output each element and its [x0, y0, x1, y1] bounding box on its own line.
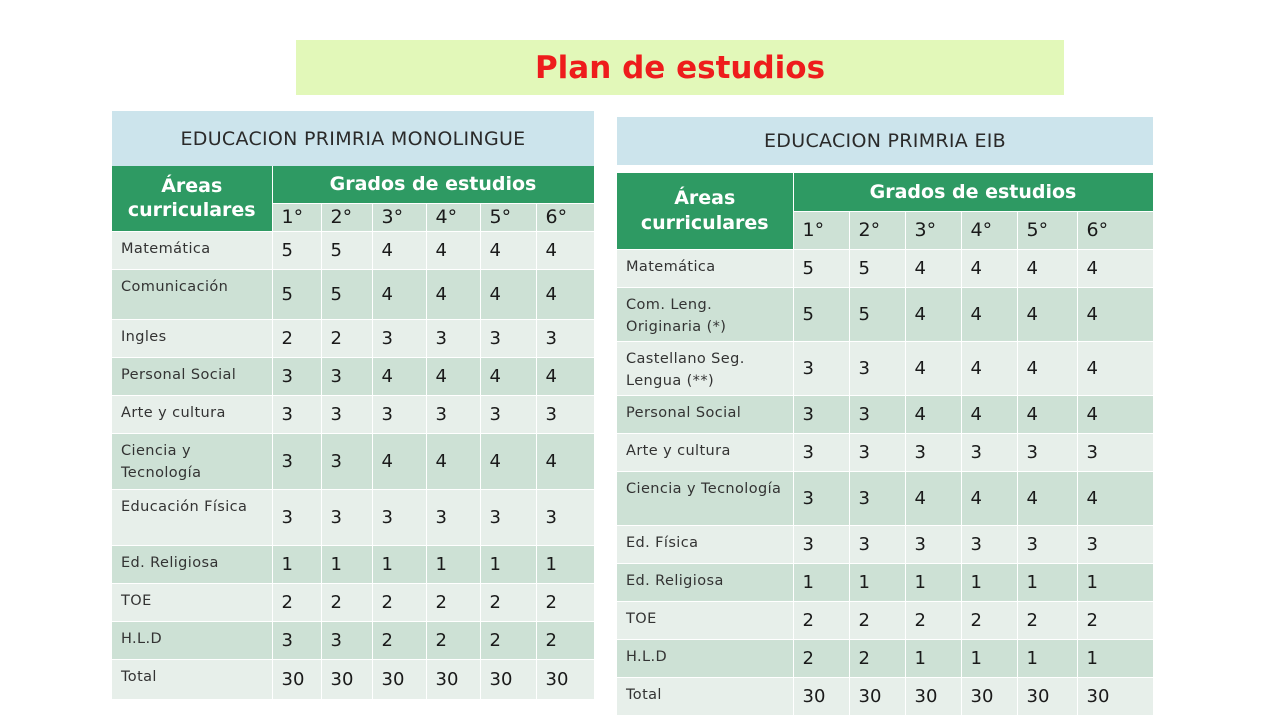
hours-cell: 4 — [426, 269, 480, 319]
hours-cell: 4 — [1017, 341, 1077, 395]
hours-cell: 3 — [272, 395, 321, 433]
hours-cell: 3 — [905, 433, 961, 471]
hours-cell: 4 — [480, 269, 536, 319]
area-name: Matemática — [112, 231, 272, 269]
grade-label: 3° — [905, 211, 961, 249]
hours-cell: 3 — [321, 621, 372, 659]
hours-cell: 4 — [905, 471, 961, 525]
hours-cell: 30 — [961, 677, 1017, 715]
page-title: Plan de estudios — [534, 49, 826, 86]
area-name: Ed. Religiosa — [112, 545, 272, 583]
area-name: Com. Leng. Originaria (*) — [617, 287, 793, 341]
hours-cell: 4 — [426, 357, 480, 395]
table-row — [112, 621, 594, 659]
hours-cell: 4 — [536, 269, 594, 319]
hours-cell: 1 — [905, 563, 961, 601]
hours-cell: 3 — [849, 341, 905, 395]
areas-header: Áreas curriculares — [112, 166, 272, 231]
grade-label: 1° — [272, 203, 321, 231]
hours-cell: 3 — [426, 395, 480, 433]
hours-cell: 1 — [426, 545, 480, 583]
hours-cell: 3 — [793, 341, 849, 395]
monolingue-panel — [112, 111, 594, 700]
hours-cell: 4 — [372, 231, 426, 269]
hours-cell: 4 — [536, 357, 594, 395]
table-row — [617, 677, 1153, 715]
hours-cell: 1 — [1017, 639, 1077, 677]
hours-cell: 3 — [793, 433, 849, 471]
hours-cell: 2 — [1017, 601, 1077, 639]
table-row — [112, 319, 594, 357]
hours-cell: 30 — [1017, 677, 1077, 715]
table-row — [112, 433, 594, 489]
hours-cell: 3 — [1017, 525, 1077, 563]
hours-cell: 2 — [372, 621, 426, 659]
hours-cell: 2 — [536, 583, 594, 621]
hours-cell: 2 — [793, 639, 849, 677]
area-name: Castellano Seg. Lengua (**) — [617, 341, 793, 395]
hours-cell: 1 — [272, 545, 321, 583]
hours-cell: 2 — [961, 601, 1017, 639]
hours-cell: 2 — [480, 583, 536, 621]
hours-cell: 4 — [1017, 249, 1077, 287]
hours-cell: 4 — [1077, 341, 1153, 395]
area-name: Ed. Religiosa — [617, 563, 793, 601]
hours-cell: 3 — [793, 471, 849, 525]
title-banner — [296, 40, 1064, 95]
hours-cell: 2 — [272, 583, 321, 621]
hours-cell: 1 — [1077, 563, 1153, 601]
hours-cell: 1 — [961, 563, 1017, 601]
hours-cell: 5 — [321, 231, 372, 269]
hours-cell: 2 — [480, 621, 536, 659]
hours-cell: 2 — [426, 621, 480, 659]
hours-cell: 2 — [905, 601, 961, 639]
hours-cell: 4 — [961, 471, 1017, 525]
table-row — [617, 433, 1153, 471]
grade-label: 6° — [536, 203, 594, 231]
area-name: H.L.D — [112, 621, 272, 659]
hours-cell: 3 — [426, 489, 480, 545]
hours-cell: 4 — [1077, 287, 1153, 341]
hours-cell: 4 — [480, 433, 536, 489]
hours-cell: 5 — [321, 269, 372, 319]
hours-cell: 3 — [272, 433, 321, 489]
table-row — [112, 269, 594, 319]
hours-cell: 1 — [536, 545, 594, 583]
hours-cell: 4 — [1017, 395, 1077, 433]
grados-header: Grados de estudios — [793, 173, 1153, 211]
table-row — [617, 471, 1153, 525]
hours-cell: 3 — [480, 489, 536, 545]
grade-label: 2° — [321, 203, 372, 231]
table-row — [112, 659, 594, 699]
hours-cell: 30 — [272, 659, 321, 699]
area-name: Arte y cultura — [112, 395, 272, 433]
area-name: Ed. Física — [617, 525, 793, 563]
hours-cell: 3 — [272, 357, 321, 395]
hours-cell: 1 — [793, 563, 849, 601]
hours-cell: 5 — [272, 231, 321, 269]
area-name: Ciencia y Tecnología — [617, 471, 793, 525]
hours-cell: 3 — [849, 471, 905, 525]
table-row — [617, 341, 1153, 395]
area-name: Comunicación — [112, 269, 272, 319]
table-row — [112, 395, 594, 433]
hours-cell: 4 — [426, 231, 480, 269]
grade-label: 5° — [1017, 211, 1077, 249]
table-row — [617, 395, 1153, 433]
area-name: Ciencia y Tecnología — [112, 433, 272, 489]
hours-cell: 5 — [793, 249, 849, 287]
hours-cell: 3 — [793, 395, 849, 433]
grade-label: 4° — [961, 211, 1017, 249]
hours-cell: 1 — [480, 545, 536, 583]
hours-cell: 3 — [480, 319, 536, 357]
hours-cell: 2 — [321, 583, 372, 621]
areas-header: Áreas curriculares — [617, 173, 793, 249]
hours-cell: 3 — [272, 621, 321, 659]
hours-cell: 3 — [372, 489, 426, 545]
hours-cell: 4 — [961, 341, 1017, 395]
hours-cell: 4 — [480, 357, 536, 395]
area-name: Personal Social — [617, 395, 793, 433]
table-row — [112, 545, 594, 583]
hours-cell: 4 — [961, 287, 1017, 341]
hours-cell: 3 — [321, 395, 372, 433]
hours-cell: 2 — [849, 639, 905, 677]
hours-cell: 4 — [1017, 471, 1077, 525]
hours-cell: 30 — [793, 677, 849, 715]
hours-cell: 5 — [272, 269, 321, 319]
table-row — [112, 231, 594, 269]
hours-cell: 30 — [849, 677, 905, 715]
monolingue-heading: EDUCACION PRIMRIA MONOLINGUE — [112, 111, 594, 166]
hours-cell: 5 — [849, 287, 905, 341]
hours-cell: 1 — [372, 545, 426, 583]
hours-cell: 4 — [536, 231, 594, 269]
hours-cell: 4 — [905, 341, 961, 395]
area-name: Arte y cultura — [617, 433, 793, 471]
hours-cell: 2 — [1077, 601, 1153, 639]
hours-cell: 5 — [849, 249, 905, 287]
area-name: Educación Física — [112, 489, 272, 545]
hours-cell: 5 — [793, 287, 849, 341]
hours-cell: 1 — [1077, 639, 1153, 677]
hours-cell: 1 — [905, 639, 961, 677]
hours-cell: 3 — [849, 395, 905, 433]
hours-cell: 4 — [372, 269, 426, 319]
area-name: TOE — [112, 583, 272, 621]
area-name: H.L.D — [617, 639, 793, 677]
hours-cell: 2 — [372, 583, 426, 621]
table-row — [112, 489, 594, 545]
hours-cell: 2 — [536, 621, 594, 659]
hours-cell: 3 — [321, 357, 372, 395]
grade-label: 4° — [426, 203, 480, 231]
header-row — [617, 173, 1153, 211]
hours-cell: 3 — [372, 395, 426, 433]
table-row — [617, 563, 1153, 601]
grade-label: 2° — [849, 211, 905, 249]
hours-cell: 3 — [321, 433, 372, 489]
hours-cell: 3 — [905, 525, 961, 563]
hours-cell: 3 — [1017, 433, 1077, 471]
grade-label: 3° — [372, 203, 426, 231]
hours-cell: 3 — [1077, 525, 1153, 563]
grade-label: 5° — [480, 203, 536, 231]
hours-cell: 3 — [426, 319, 480, 357]
hours-cell: 30 — [1077, 677, 1153, 715]
hours-cell: 4 — [961, 249, 1017, 287]
hours-cell: 3 — [793, 525, 849, 563]
hours-cell: 4 — [480, 231, 536, 269]
hours-cell: 4 — [905, 287, 961, 341]
area-name: Ingles — [112, 319, 272, 357]
hours-cell: 4 — [1077, 471, 1153, 525]
hours-cell: 30 — [321, 659, 372, 699]
table-row — [112, 357, 594, 395]
hours-cell: 4 — [1017, 287, 1077, 341]
hours-cell: 3 — [272, 489, 321, 545]
table-row — [617, 525, 1153, 563]
eib-heading: EDUCACION PRIMRIA EIB — [617, 117, 1153, 165]
hours-cell: 3 — [372, 319, 426, 357]
hours-cell: 4 — [1077, 395, 1153, 433]
hours-cell: 3 — [961, 525, 1017, 563]
hours-cell: 4 — [905, 395, 961, 433]
hours-cell: 3 — [849, 525, 905, 563]
hours-cell: 30 — [536, 659, 594, 699]
grados-header: Grados de estudios — [272, 166, 594, 203]
hours-cell: 4 — [426, 433, 480, 489]
hours-cell: 4 — [372, 433, 426, 489]
hours-cell: 2 — [426, 583, 480, 621]
table-row — [112, 583, 594, 621]
table-row — [617, 249, 1153, 287]
hours-cell: 3 — [849, 433, 905, 471]
hours-cell: 3 — [480, 395, 536, 433]
hours-cell: 2 — [793, 601, 849, 639]
area-name: TOE — [617, 601, 793, 639]
grade-label: 6° — [1077, 211, 1153, 249]
eib-table — [617, 173, 1154, 716]
table-row — [617, 287, 1153, 341]
hours-cell: 4 — [961, 395, 1017, 433]
hours-cell: 4 — [536, 433, 594, 489]
hours-cell: 2 — [849, 601, 905, 639]
hours-cell: 1 — [321, 545, 372, 583]
hours-cell: 1 — [961, 639, 1017, 677]
hours-cell: 4 — [372, 357, 426, 395]
hours-cell: 3 — [1077, 433, 1153, 471]
eib-panel — [617, 117, 1153, 716]
monolingue-table — [112, 166, 595, 700]
hours-cell: 30 — [480, 659, 536, 699]
hours-cell: 3 — [321, 489, 372, 545]
hours-cell: 30 — [426, 659, 480, 699]
hours-cell: 3 — [536, 319, 594, 357]
hours-cell: 2 — [321, 319, 372, 357]
hours-cell: 1 — [849, 563, 905, 601]
grade-label: 1° — [793, 211, 849, 249]
hours-cell: 1 — [1017, 563, 1077, 601]
area-name: Matemática — [617, 249, 793, 287]
hours-cell: 2 — [272, 319, 321, 357]
hours-cell: 3 — [536, 395, 594, 433]
table-row — [617, 601, 1153, 639]
hours-cell: 4 — [905, 249, 961, 287]
hours-cell: 3 — [536, 489, 594, 545]
area-name: Total — [112, 659, 272, 699]
hours-cell: 30 — [372, 659, 426, 699]
header-row — [112, 166, 594, 203]
area-name: Personal Social — [112, 357, 272, 395]
hours-cell: 4 — [1077, 249, 1153, 287]
area-name: Total — [617, 677, 793, 715]
hours-cell: 30 — [905, 677, 961, 715]
hours-cell: 3 — [961, 433, 1017, 471]
table-row — [617, 639, 1153, 677]
